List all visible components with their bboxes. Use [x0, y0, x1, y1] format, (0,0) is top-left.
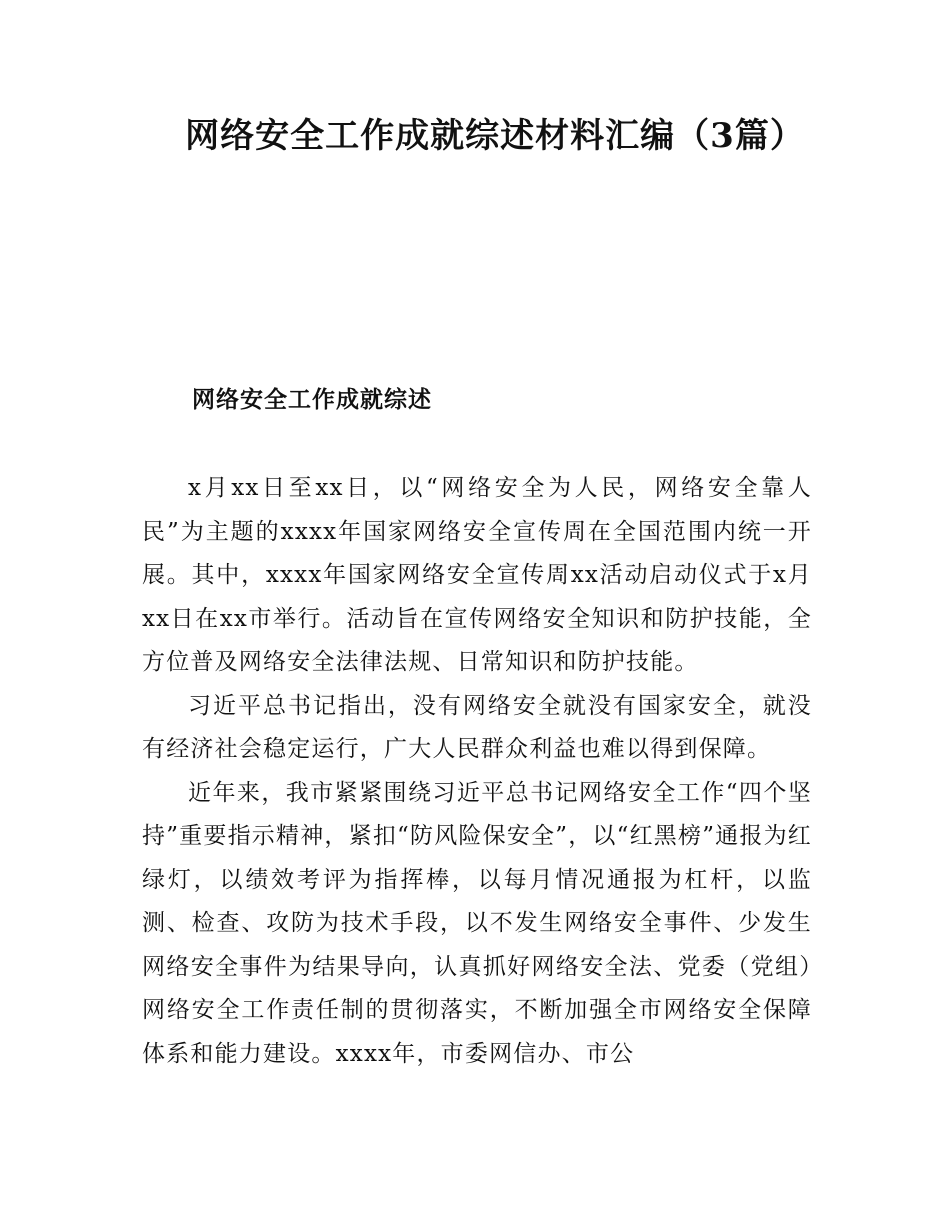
- document-body: [142, 467, 812, 1076]
- body-paragraph: 近年来，我市紧紧围绕习近平总书记网络安全工作“四个坚持”重要指示精神，紧扣“防风险保安全”，以“红黑榜”通报为红绿灯，以绩效考评为指挥棒，以每月情况通报为杠杆，以监测、检查、攻防为技术手段，以不发生网络安全事件、少发生网络安全事件为结果导向，认真抓好网络安全法、党委（党组）网络安全工作责任制的贯彻落实，不断加强全市网络安全保障体系和能力建设。xxxx年，市委网信办、市公: [142, 779, 812, 1067]
- section-heading: 网络安全工作成就综述: [192, 386, 432, 413]
- body-paragraph: x月xx日至xx日，以“网络安全为人民，网络安全靠人民”为主题的xxxx年国家网络安全宣传周在全国范围内统一开展。其中，xxxx年国家网络安全宣传周xx活动启动仪式于x月xx日在xx市举行。活动旨在宣传网络安全知识和防护技能，全方位普及网络安全法律法规、日常知识和防护技能。: [142, 475, 812, 675]
- body-paragraph: 习近平总书记指出，没有网络安全就没有国家安全，就没有经济社会稳定运行，广大人民群众利益也难以得到保障。: [142, 692, 812, 762]
- document-title: 网络安全工作成就综述材料汇编（3篇）: [185, 116, 805, 156]
